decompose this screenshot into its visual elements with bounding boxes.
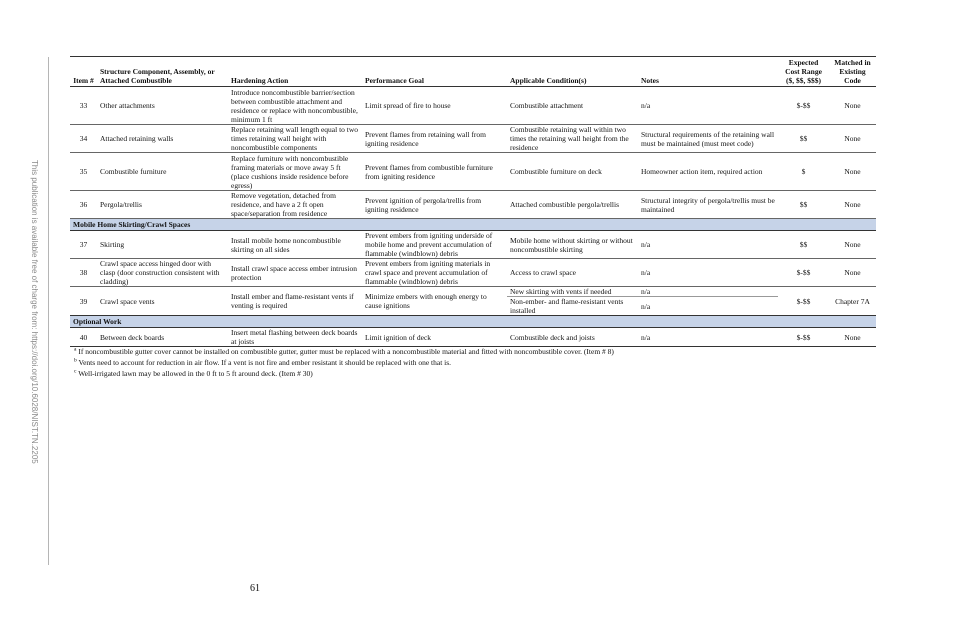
cell-action: Install ember and flame-resistant vents if venting is required xyxy=(228,287,362,316)
cell-cost: $$ xyxy=(778,191,829,219)
footnote xyxy=(74,357,614,368)
cell-action: Remove vegetation, detached from residence, and have a 2 ft open space/separation from residence xyxy=(228,191,362,219)
cell-notes: n/a xyxy=(638,287,778,297)
cell-goal: Prevent ignition of pergola/trellis from igniting residence xyxy=(362,191,507,219)
cell-item: 33 xyxy=(70,87,97,125)
cell-cost: $$ xyxy=(778,231,829,259)
table-header-row xyxy=(70,57,876,87)
cell-notes: n/a xyxy=(638,231,778,259)
cell-action: Introduce noncombustible barrier/section between combustible attachment and residence or replace with noncombustible, minimum 1 ft xyxy=(228,87,362,125)
cell-action: Install mobile home noncombustible skirting on all sides xyxy=(228,231,362,259)
cell-cost: $ xyxy=(778,153,829,191)
cell-condition: Combustible deck and joists xyxy=(507,328,638,347)
cell-item: 36 xyxy=(70,191,97,219)
hardening-actions-table xyxy=(70,56,876,347)
page-number: 61 xyxy=(250,583,260,594)
cell-condition: Access to crawl space xyxy=(507,259,638,287)
cell-notes: n/a xyxy=(638,87,778,125)
cell-cost: $-$$ xyxy=(778,259,829,287)
cell-notes: Homeowner action item, required action xyxy=(638,153,778,191)
cell-component: Crawl space vents xyxy=(97,287,228,316)
cell-code: Chapter 7A xyxy=(829,287,876,316)
footnotes xyxy=(74,346,614,379)
cell-component: Other attachments xyxy=(97,87,228,125)
cell-goal: Prevent flames from combustible furniture from igniting residence xyxy=(362,153,507,191)
availability-side-note xyxy=(25,160,39,464)
cell-item: 39 xyxy=(70,287,97,316)
cell-condition: Attached combustible pergola/trellis xyxy=(507,191,638,219)
cell-code: None xyxy=(829,87,876,125)
cell-code: None xyxy=(829,191,876,219)
cell-component: Pergola/trellis xyxy=(97,191,228,219)
section-row-mobile-home xyxy=(70,219,876,231)
table-row xyxy=(70,328,876,347)
header-goal: Performance Goal xyxy=(365,76,424,85)
cell-item: 40 xyxy=(70,328,97,347)
cell-code: None xyxy=(829,259,876,287)
table-row xyxy=(70,287,876,297)
table-row xyxy=(70,87,876,125)
cell-cost: $-$$ xyxy=(778,87,829,125)
cell-code: None xyxy=(829,125,876,153)
footnote xyxy=(74,368,614,379)
cell-goal: Prevent flames from retaining wall from igniting residence xyxy=(362,125,507,153)
footnote-text: Well-irrigated lawn may be allowed in the 0 ft to 5 ft around deck. (Item # 30) xyxy=(78,369,313,378)
cell-action: Replace retaining wall length equal to two times retaining wall height with noncombustible components xyxy=(228,125,362,153)
footnote-mark: b xyxy=(74,357,77,364)
cell-action: Insert metal flashing between deck boards at joists xyxy=(228,328,362,347)
footnote-mark: c xyxy=(74,368,77,375)
section-title: Optional Work xyxy=(70,316,876,328)
cell-component: Crawl space access hinged door with clasp (door construction consistent with cladding) xyxy=(97,259,228,287)
cell-condition: Mobile home without skirting or without noncombustible skirting xyxy=(507,231,638,259)
header-cost: Expected Cost Range ($, $$, $$$) xyxy=(785,58,822,85)
cell-notes: Structural integrity of pergola/trellis must be maintained xyxy=(638,191,778,219)
cell-cost: $-$$ xyxy=(778,287,829,316)
cell-notes: n/a xyxy=(638,259,778,287)
cell-condition: Combustible retaining wall within two times the retaining wall height from the residence xyxy=(507,125,638,153)
header-item: Item # xyxy=(73,76,94,85)
availability-text: This publication is available free of charge from: https://doi.org/10.6028/NIST.TN.2205 xyxy=(30,160,39,464)
cell-notes: Structural requirements of the retaining wall must be maintained (must meet code) xyxy=(638,125,778,153)
cell-goal: Limit spread of fire to house xyxy=(362,87,507,125)
footnote xyxy=(74,346,614,357)
table-row xyxy=(70,259,876,287)
cell-code: None xyxy=(829,328,876,347)
table-row xyxy=(70,153,876,191)
cell-condition: Combustible furniture on deck xyxy=(507,153,638,191)
cell-action: Replace furniture with noncombustible framing materials or move away 5 ft (place cushions inside residence before egress) xyxy=(228,153,362,191)
table-row xyxy=(70,231,876,259)
footnote-text: Vents need to account for reduction in air flow. If a vent is not fire and ember resistant it should be replaced with one that is. xyxy=(78,358,452,367)
cell-item: 38 xyxy=(70,259,97,287)
header-action: Hardening Action xyxy=(231,76,289,85)
cell-condition: Non-ember- and flame-resistant vents installed xyxy=(507,297,638,316)
header-code: Matched in Existing Code xyxy=(834,58,871,85)
cell-notes: n/a xyxy=(638,297,778,316)
cell-code: None xyxy=(829,231,876,259)
cell-action: Install crawl space access ember intrusion protection xyxy=(228,259,362,287)
cell-goal: Prevent embers from igniting materials in crawl space and prevent accumulation of flammable (windblown) debris xyxy=(362,259,507,287)
header-component: Structure Component, Assembly, or Attached Combustible xyxy=(100,67,215,85)
cell-goal: Minimize embers with enough energy to cause ignitions xyxy=(362,287,507,316)
header-condition: Applicable Condition(s) xyxy=(510,76,587,85)
footnote-mark: a xyxy=(74,346,77,353)
cell-component: Skirting xyxy=(97,231,228,259)
cell-item: 34 xyxy=(70,125,97,153)
cell-condition: Combustible attachment xyxy=(507,87,638,125)
section-row-optional-work xyxy=(70,316,876,328)
cell-component: Combustible furniture xyxy=(97,153,228,191)
cell-component: Between deck boards xyxy=(97,328,228,347)
cell-goal: Limit ignition of deck xyxy=(362,328,507,347)
table-row xyxy=(70,191,876,219)
cell-condition: New skirting with vents if needed xyxy=(507,287,638,297)
margin-rule xyxy=(48,57,49,565)
header-notes: Notes xyxy=(641,76,659,85)
cell-notes: n/a xyxy=(638,328,778,347)
cell-item: 37 xyxy=(70,231,97,259)
cell-component: Attached retaining walls xyxy=(97,125,228,153)
cell-code: None xyxy=(829,153,876,191)
section-title: Mobile Home Skirting/Crawl Spaces xyxy=(70,219,876,231)
cell-cost: $$ xyxy=(778,125,829,153)
cell-item: 35 xyxy=(70,153,97,191)
cell-cost: $-$$ xyxy=(778,328,829,347)
cell-goal: Prevent embers from igniting underside of mobile home and prevent accumulation of flammable (windblown) debris xyxy=(362,231,507,259)
table-row xyxy=(70,125,876,153)
footnote-text: If noncombustible gutter cover cannot be installed on combustible gutter, gutter must be replaced with a noncombustible material and fitted with noncombustible cover. (Item # 8) xyxy=(78,347,614,356)
